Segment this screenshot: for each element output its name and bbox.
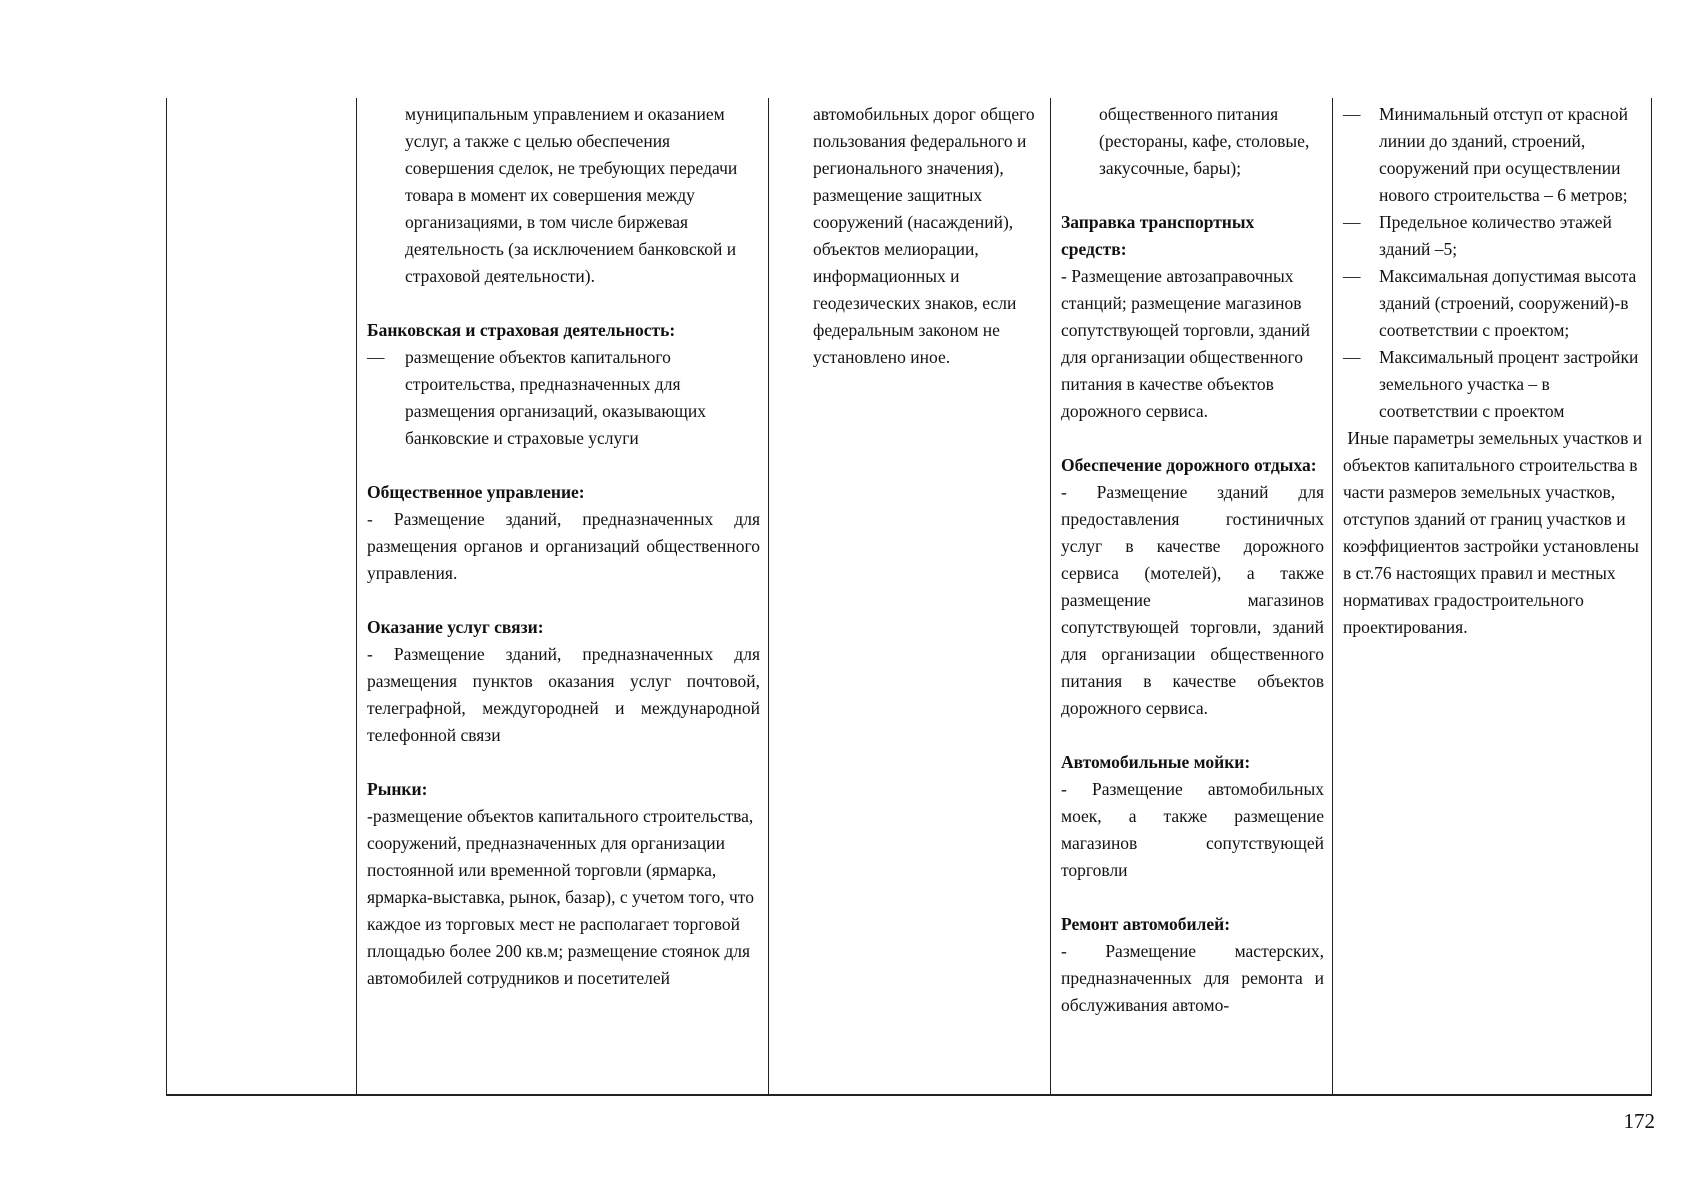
section-banking bbox=[367, 317, 760, 452]
section-text: - Размещение зданий, предназначенных для размещения органов и организаций общественного управления. bbox=[367, 509, 760, 583]
list-item bbox=[1343, 263, 1643, 344]
parameters-note: Иные параметры земельных участков и объектов капитального строительства в части размеров земельных участков, отступов зданий от границ участков и коэффициентов застройки установлены в ст.76 настоящих правил и местных нормативах градостроительного проектирования. bbox=[1343, 428, 1647, 637]
section-heading: Оказание услуг связи: bbox=[367, 617, 544, 637]
section-heading: Автомобильные мойки: bbox=[1061, 752, 1251, 772]
section-markets bbox=[367, 776, 760, 992]
section-car-wash bbox=[1061, 749, 1324, 884]
list-item bbox=[367, 344, 760, 452]
section-heading: Заправка транспортных средств: bbox=[1061, 212, 1255, 259]
section-heading: Банковская и страховая деятельность: bbox=[367, 320, 676, 340]
section-heading: Ремонт автомобилей: bbox=[1061, 914, 1231, 934]
list-item-text: Максимальная допустимая высота зданий (строений, сооружений)-в соответствии с проектом; bbox=[1379, 266, 1637, 340]
dash-marker: — bbox=[1343, 347, 1361, 367]
regulations-table bbox=[166, 98, 1652, 1096]
page-number: 172 bbox=[1623, 1109, 1655, 1133]
list-item bbox=[1343, 344, 1643, 425]
section-heading: Рынки: bbox=[367, 779, 428, 799]
section-text: -размещение объектов капитального строительства, сооружений, предназначенных для организации постоянной или временной торговли (ярмарка, ярмарка-выставка, рынок, базар), с учетом того, что каждое из торговых мест не располагает торговой площадью более 200 кв.м; размещение стоянок для автомобилей сотрудников и посетителей bbox=[367, 806, 754, 988]
cell-text: автомобильных дорог общего пользования федерального и регионального значения), размещение защитных сооружений (насаждений), объектов мелиорации, информационных и геодезических знаков, если федеральным законом не установлено иное. bbox=[813, 104, 1035, 367]
section-text: - Размещение автомобильных моек, а также размещение магазинов сопутствующей торговли bbox=[1061, 779, 1324, 880]
section-text: - Размещение мастерских, предназначенных для ремонта и обслуживания автомо- bbox=[1061, 941, 1324, 1015]
section-text: - Размещение автозаправочных станций; размещение магазинов сопутствующей торговли, зданий для организации общественного питания в качестве объектов дорожного сервиса. bbox=[1061, 266, 1311, 421]
section-road-rest bbox=[1061, 452, 1324, 722]
list-item-text: размещение объектов капитального строительства, предназначенных для размещения организаций, оказывающих банковские и страховые услуги bbox=[405, 347, 707, 448]
dash-marker: — bbox=[1343, 104, 1361, 124]
dash-marker: — bbox=[1343, 212, 1361, 232]
section-heading: Общественное управление: bbox=[367, 482, 585, 502]
list-item-text: Предельное количество этажей зданий –5; bbox=[1379, 212, 1612, 259]
main-uses-cell bbox=[357, 98, 769, 1095]
conditional-uses-cell bbox=[1051, 98, 1333, 1095]
list-item-text: Минимальный отступ от красной линии до зданий, строений, сооружений при осуществлении нового строительства – 6 метров; bbox=[1379, 104, 1628, 205]
parameters-cell bbox=[1333, 98, 1652, 1095]
list-item-text: Максимальный процент застройки земельного участка – в соответствии с проектом bbox=[1379, 347, 1639, 421]
dash-marker: — bbox=[1343, 266, 1361, 286]
dash-marker: — bbox=[367, 347, 385, 367]
auxiliary-uses-cell bbox=[769, 98, 1051, 1095]
intro-continuation: общественного питания (рестораны, кафе, столовые, закусочные, бары); bbox=[1099, 104, 1310, 178]
intro-continuation: муниципальным управлением и оказанием услуг, а также с целью обеспечения совершения сделок, не требующих передачи товара в момент их совершения между организациями, в том числе биржевая деятельность (за исключением банковской и страховой деятельности). bbox=[405, 104, 738, 286]
section-public-administration bbox=[367, 479, 760, 587]
section-text: - Размещение зданий, предназначенных для размещения пунктов оказания услуг почтовой, телеграфной, междугородней и международной телефонной связи bbox=[367, 644, 760, 745]
table-row bbox=[167, 98, 1652, 1095]
zone-code-cell bbox=[167, 98, 357, 1095]
section-communication bbox=[367, 614, 760, 749]
list-item bbox=[1343, 101, 1643, 209]
section-car-repair bbox=[1061, 911, 1324, 1019]
list-item bbox=[1343, 209, 1643, 263]
section-text: - Размещение зданий для предоставления гостиничных услуг в качестве дорожного сервиса (мотелей), а также размещение магазинов сопутствующей торговли, зданий для организации общественного питания в качестве объектов дорожного сервиса. bbox=[1061, 482, 1324, 718]
section-heading: Обеспечение дорожного отдыха: bbox=[1061, 455, 1317, 475]
section-refueling bbox=[1061, 209, 1324, 425]
